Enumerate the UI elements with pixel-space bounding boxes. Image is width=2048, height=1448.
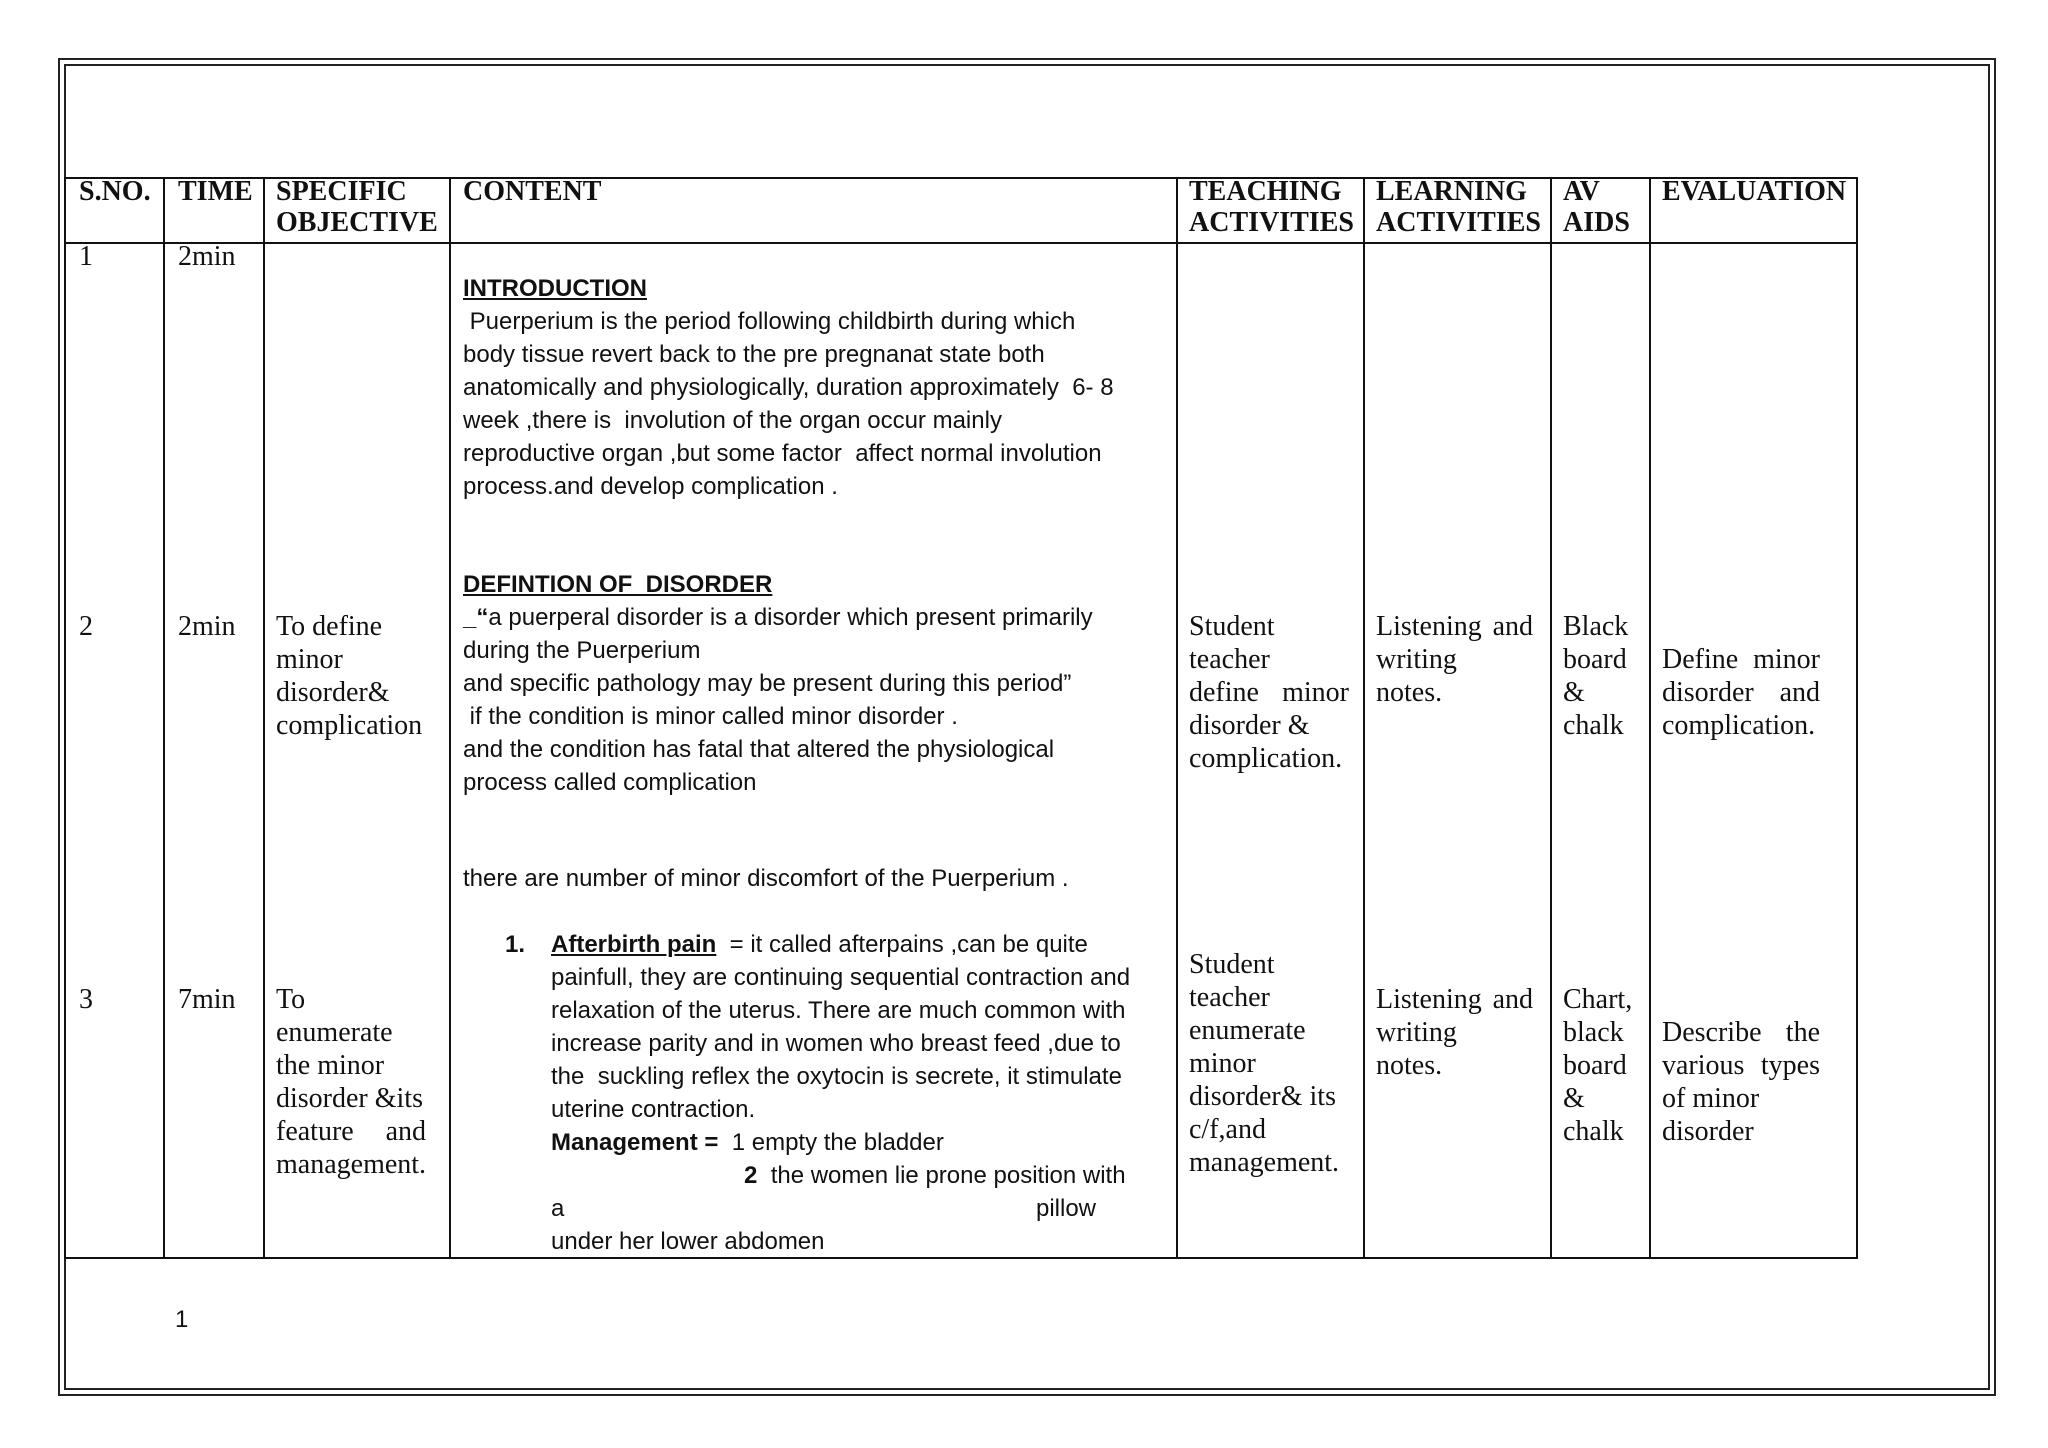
header-line: AIDS (1563, 207, 1630, 238)
intro-line: reproductive organ ,but some factor affect normal involution (463, 440, 1102, 467)
cell-line: disorder (1662, 1116, 1754, 1147)
intro-line: anatomically and physiologically, duration approximately 6- 8 (463, 374, 1114, 401)
cell-line: complication. (1189, 743, 1343, 774)
cell-line: chalk (1563, 710, 1624, 741)
item-number: 1. (505, 931, 526, 958)
cell-line: c/f,and (1189, 1114, 1266, 1145)
cell-line: disorder & (1189, 710, 1310, 741)
column-divider (163, 179, 165, 1257)
row2-av-aids (1563, 610, 1628, 742)
cell-line: disorder& its (1189, 1081, 1336, 1112)
item-title: Afterbirth pain (551, 931, 717, 958)
cell-line: Chart, (1563, 984, 1633, 1015)
management-line (551, 1159, 1163, 1192)
cell-line: minor (276, 644, 343, 675)
row3-time: 7min (178, 984, 236, 1015)
management-line (551, 1192, 1096, 1225)
row2-objective (276, 610, 436, 742)
header-line: TEACHING (1189, 176, 1342, 207)
column-divider (1649, 179, 1651, 1257)
management-word: a (551, 1195, 565, 1222)
column-divider (1363, 179, 1365, 1257)
page-number: 1 (175, 1306, 189, 1333)
cell-line: board (1563, 1050, 1627, 1081)
cell-line: of minor (1662, 1083, 1760, 1114)
cell-line: disorder &its (276, 1083, 423, 1114)
item-line: painfull, they are continuing sequential contraction and (551, 964, 1131, 991)
definition-line: during the Puerperium (463, 637, 701, 664)
header-time: TIME (178, 176, 253, 207)
cell-line: enumerate (276, 1017, 393, 1048)
header-content: CONTENT (463, 176, 602, 207)
intro-line: Puerperium is the period following childbirth during which (463, 308, 1076, 335)
management-word: pillow (1035, 1195, 1096, 1222)
header-line: AV (1563, 176, 1600, 207)
management-step-number: 2 (744, 1162, 758, 1189)
row1-sno: 1 (79, 241, 93, 272)
definition-line: and specific pathology may be present during this period” (463, 670, 1072, 697)
cell-line: disorder and (1662, 677, 1820, 708)
management-line (551, 1126, 1163, 1159)
cell-line: various types (1662, 1050, 1820, 1081)
intro-line: body tissue revert back to the pre pregnanat state both (463, 341, 1045, 368)
cell-line: & (1563, 1083, 1585, 1114)
content-introduction (463, 272, 1163, 503)
row1-time: 2min (178, 241, 236, 272)
management-line: under her lower abdomen (551, 1228, 825, 1255)
cell-line: Student (1189, 611, 1275, 642)
management-label: Management = (551, 1129, 719, 1156)
header-line: LEARNING (1376, 176, 1527, 207)
header-evaluation: EVALUATION (1662, 176, 1847, 207)
cell-line: disorder& (276, 677, 390, 708)
definition-line (463, 601, 1163, 634)
cell-line: chalk (1563, 1116, 1624, 1147)
header-line: ACTIVITIES (1376, 207, 1541, 238)
cell-line: notes. (1376, 1050, 1443, 1081)
definition-line: and the condition has fatal that altered the physiological (463, 736, 1055, 763)
content-afterbirth-pain (551, 928, 1163, 1258)
row2-teaching (1189, 610, 1349, 775)
item-line: increase parity and in women who breast feed ,due to (551, 1030, 1121, 1057)
column-divider (1176, 179, 1178, 1257)
row2-evaluation (1662, 643, 1820, 742)
item-line: uterine contraction. (551, 1096, 756, 1123)
item-line: relaxation of the uterus. There are much common with (551, 997, 1126, 1024)
content-discomfort-line: there are number of minor discomfort of the Puerperium . (463, 865, 1069, 892)
cell-line: teacher (1189, 644, 1270, 675)
cell-line: enumerate (1189, 1015, 1306, 1046)
row2-learning (1376, 610, 1533, 709)
cell-line: complication. (1662, 710, 1816, 741)
header-teaching-activities (1189, 176, 1354, 238)
header-line: SPECIFIC (276, 176, 407, 207)
header-sno: S.NO. (79, 176, 151, 207)
row3-evaluation (1662, 1016, 1820, 1148)
cell-line: the minor (276, 1050, 385, 1081)
cell-line: black (1563, 1017, 1624, 1048)
intro-line: week ,there is involution of the organ occur mainly (463, 407, 1002, 434)
header-av-aids (1563, 176, 1630, 238)
cell-line: Listening and (1376, 984, 1533, 1015)
column-divider (263, 179, 265, 1257)
column-divider (449, 179, 451, 1257)
header-specific-objective (276, 176, 438, 238)
row3-teaching (1189, 948, 1349, 1179)
cell-line: & (1563, 677, 1585, 708)
cell-line: Describe the (1662, 1017, 1820, 1048)
management-step: the women lie prone position with (757, 1162, 1126, 1189)
item-line: the suckling reflex the oxytocin is secrete, it stimulate (551, 1063, 1122, 1090)
cell-line: To define (276, 611, 383, 642)
cell-line: writing (1376, 644, 1457, 675)
header-line: OBJECTIVE (276, 207, 438, 238)
definition-text: a puerperal disorder is a disorder which present primarily (488, 604, 1093, 631)
definition-heading: DEFINTION OF DISORDER (463, 571, 773, 598)
cell-line: feature and (276, 1116, 426, 1147)
intro-line: process.and develop complication . (463, 473, 838, 500)
column-divider (1550, 179, 1552, 1257)
cell-line: management. (1189, 1147, 1340, 1178)
item-text: = it called afterpains ,can be quite (716, 931, 1088, 958)
header-line: ACTIVITIES (1189, 207, 1354, 238)
item-first-line (551, 928, 1163, 961)
cell-line: teacher (1189, 982, 1270, 1013)
header-learning-activities (1376, 176, 1541, 238)
definition-line: if the condition is minor called minor disorder . (463, 703, 958, 730)
cell-line: Black (1563, 611, 1629, 642)
cell-line: management. (276, 1149, 427, 1180)
row2-sno: 2 (79, 611, 93, 642)
definition-line: process called complication (463, 769, 757, 796)
cell-line: Define minor (1662, 644, 1820, 675)
cell-line: notes. (1376, 677, 1443, 708)
cell-line: board (1563, 644, 1627, 675)
cell-line: To (276, 984, 306, 1015)
cell-line: writing (1376, 1017, 1457, 1048)
cell-line: Listening and (1376, 611, 1533, 642)
management-step: 1 empty the bladder (718, 1129, 944, 1156)
cell-line: complication (276, 710, 423, 741)
content-definition (463, 568, 1163, 799)
row3-sno: 3 (79, 984, 93, 1015)
row3-av-aids (1563, 983, 1632, 1148)
row2-time: 2min (178, 611, 236, 642)
header-row-divider (66, 242, 1856, 244)
row3-objective (276, 983, 426, 1181)
intro-heading: INTRODUCTION (463, 275, 647, 302)
quote-mark: _“ (463, 604, 489, 631)
cell-line: Student (1189, 949, 1275, 980)
row3-learning (1376, 983, 1533, 1082)
list-item-number (505, 928, 525, 961)
cell-line: minor (1189, 1048, 1256, 1079)
cell-line: define minor (1189, 677, 1349, 708)
